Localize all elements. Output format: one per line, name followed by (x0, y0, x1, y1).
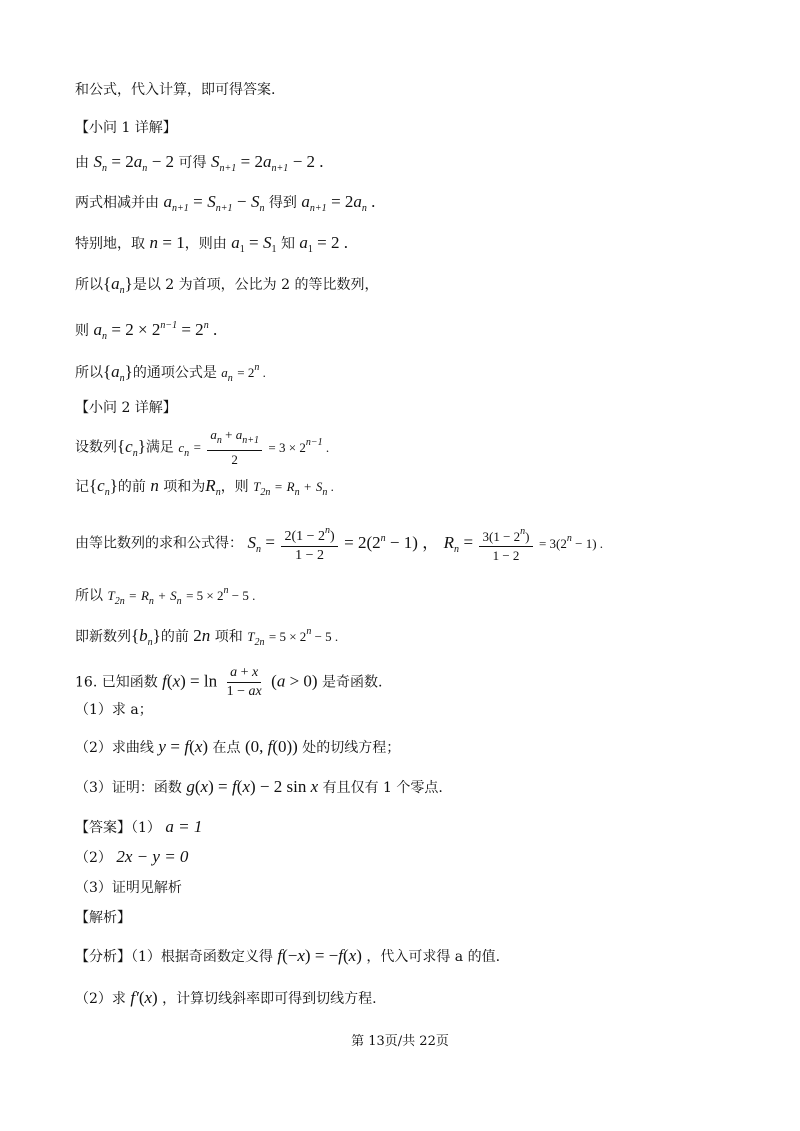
analysis-line-1: 【分析】（1）根据奇函数定义得 f(−x) = −f(x) ，代入可求得 a 的值. (75, 946, 501, 965)
text-line-8: 设数列$\{c_n\}$满足 $c_n$ = $\frac{a_n + a_{n+1}}{2}$ = $3 \times 2^{n-1}$ . (75, 427, 330, 467)
question-16-part-3: （3）证明：函数 g(x) = f(x) − 2 sin x 有且仅有 1 个零点. (75, 777, 443, 796)
text-line-4: 特别地，取 n = 1，则由 $a_1 = S_1$ 知 $a_1 = 2$ . (75, 233, 348, 255)
text-line-10: 由等比数列的求和公式得： $S_n$ = $\frac{2(1 - 2^n)}{1 - 2}$ = $2(2^n - 1)$ ， $R_n$ = $\frac{3(1 - 2^n)}{1 - 2}$ = $3(2^n - 1)$ . (75, 522, 603, 565)
analysis-line-2: （2）求 f′(x) ，计算切线斜率即可得到切线方程. (75, 988, 377, 1007)
text-line-11: 所以 $T_{2n} = R_n + S_n = 5 \times 2^n - 5$ . (75, 585, 256, 607)
answer-line-2: （2） 2x − y = 0 (75, 847, 189, 866)
answer-line-3: （3）证明见解析 (75, 880, 182, 896)
answer-line-1: 【答案】（1） a = 1 (75, 817, 203, 836)
section-heading-1: 【小问 1 详解】 (75, 120, 177, 136)
page-footer (0, 1030, 800, 1049)
question-16-stem: 16. 已知函数 f(x) = ln $\frac{a + x}{1 - ax}$ (a > 0) 是奇函数. (75, 665, 383, 699)
question-16-part-2: （2）求曲线 y = f(x) 在点 (0, f(0)) 处的切线方程； (75, 737, 401, 756)
text-line-7: 所以$\{a_n\}$的通项公式是 $a_n = 2^n$ . (75, 362, 266, 384)
analysis-heading: 【解析】 (75, 910, 131, 926)
text-line-9: 记$\{c_n\}$的前 n 项和为$R_n$，则 $T_{2n} = R_n + S_n$ . (75, 476, 334, 498)
text-line-5: 所以$\{a_n\}$是以 2 为首项，公比为 2 的等比数列， (75, 274, 379, 296)
text-line-1: 和公式，代入计算，即可得答案. (75, 82, 276, 98)
text-line-6: 则 $a_n = 2 \times 2^{n-1} = 2^n$ . (75, 320, 218, 342)
text-line-3: 两式相减并由 $a_{n+1} = S_{n+1} - S_n$ 得到 $a_{n+1} = 2a_n$ . (75, 192, 376, 214)
text-line-12: 即新数列$\{b_n\}$的前 2n 项和 $T_{2n} = 5 \times 2^n - 5$ . (75, 626, 339, 648)
question-16-part-1: （1）求 a； (75, 702, 153, 718)
text-line-2: 由 $S_n = 2a_n - 2$ 可得 $S_{n+1} = 2a_{n+1} - 2$ . (75, 152, 324, 174)
section-heading-2: 【小问 2 详解】 (75, 400, 177, 416)
page-number: 第 13页/共 22页 (351, 1034, 449, 1049)
